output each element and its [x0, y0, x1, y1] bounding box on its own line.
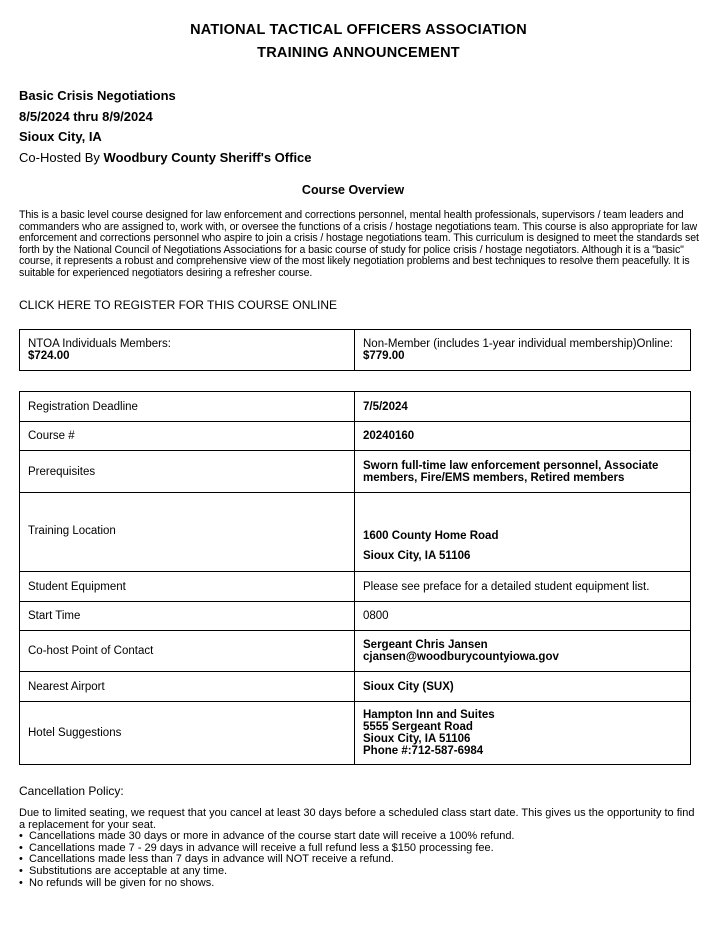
overview-text: This is a basic level course designed for law enforcement and corrections personnel, mental health professionals, supervisors / team leaders and commanders who are assigned to, work with, or oversee the functions of a crisis / hostage negotiations team. This course is also appropriate for law enforcement and corrections personnel who aspire to join a crisis / hostage negotiations team. This curriculum is designed to meet the standards set forth by the National Council of Negotiations Associations for a basic course of study for police crisis / hostage negotiators. Although it is a "basic" course, it represents a robust and comprehensive view of the most likely negotiation problems and best techniques to resolve them peacefully. It is suitable for experienced negotiators desiring a refresher course. — [19, 209, 699, 279]
org-title: NATIONAL TACTICAL OFFICERS ASSOCIATION — [190, 22, 527, 38]
nonmember-price-label: Non-Member (includes 1-year individual membership)Online: — [363, 338, 673, 350]
hotel-name: Hampton Inn and Suites — [363, 709, 495, 721]
cancellation-intro: Due to limited seating, we request that you cancel at least 30 days before a scheduled class start date. This gives us the opportunity to find a replacement for your seat. — [19, 807, 695, 831]
training-location-street: 1600 County Home Road — [363, 530, 499, 542]
register-link[interactable]: CLICK HERE TO REGISTER FOR THIS COURSE ONLINE — [19, 298, 338, 312]
list-item: • Cancellations made 7 - 29 days in advance will receive a full refund less a $150 processing fee. — [19, 843, 699, 855]
nearest-airport-label: Nearest Airport — [20, 672, 355, 702]
hotel-label: Hotel Suggestions — [20, 702, 355, 765]
cohost-prefix: Co-Hosted By — [19, 150, 104, 165]
member-price-label: NTOA Individuals Members: — [28, 338, 171, 350]
hotel-phone: Phone #:712-587-6984 — [363, 745, 484, 757]
nonmember-price-cell — [355, 330, 691, 371]
course-title: Basic Crisis Negotiations — [19, 88, 176, 103]
table-row — [20, 451, 691, 493]
training-location-city: Sioux City, IA 51106 — [363, 550, 471, 562]
cancellation-title: Cancellation Policy: — [19, 784, 124, 798]
table-row — [20, 702, 691, 765]
course-location: Sioux City, IA — [19, 129, 102, 144]
nonmember-price: $779.00 — [363, 350, 405, 362]
start-time-label: Start Time — [20, 602, 355, 631]
overview-title: Course Overview — [301, 183, 405, 197]
prerequisites-label: Prerequisites — [20, 451, 355, 493]
cohost-line — [19, 150, 312, 165]
table-row — [20, 631, 691, 672]
member-price-cell — [20, 330, 355, 371]
registration-deadline-label: Registration Deadline — [20, 392, 355, 422]
hotel-city: Sioux City, IA 51106 — [363, 733, 471, 745]
training-location-label: Training Location — [20, 493, 355, 572]
hotel-street: 5555 Sergeant Road — [363, 721, 473, 733]
member-price: $724.00 — [28, 350, 70, 362]
course-number-label: Course # — [20, 422, 355, 451]
list-item: • Cancellations made less than 7 days in advance will NOT receive a refund. — [19, 854, 699, 866]
table-row — [20, 572, 691, 602]
pricing-table — [19, 329, 691, 371]
course-dates: 8/5/2024 thru 8/9/2024 — [19, 109, 153, 124]
student-equipment-label: Student Equipment — [20, 572, 355, 602]
poc-email: cjansen@woodburycountyiowa.gov — [363, 651, 559, 663]
table-row — [20, 493, 691, 572]
poc-value — [355, 631, 691, 672]
table-row — [20, 392, 691, 422]
cancellation-list — [19, 831, 699, 889]
training-location-value — [355, 493, 691, 572]
prerequisites-value: Sworn full-time law enforcement personnel, Associate members, Fire/EMS members, Retired members — [355, 451, 691, 493]
table-row — [20, 672, 691, 702]
nearest-airport-value: Sioux City (SUX) — [355, 672, 691, 702]
cancellation-policy — [19, 808, 699, 889]
table-row — [20, 602, 691, 631]
list-item: • No refunds will be given for no shows. — [19, 878, 699, 890]
start-time-value: 0800 — [355, 602, 691, 631]
registration-deadline-value: 7/5/2024 — [355, 392, 691, 422]
announcement-title: TRAINING ANNOUNCEMENT — [257, 45, 460, 61]
course-number-value: 20240160 — [355, 422, 691, 451]
poc-name: Sergeant Chris Jansen — [363, 639, 488, 651]
course-details-table — [19, 391, 691, 765]
table-row — [20, 422, 691, 451]
student-equipment-value: Please see preface for a detailed student equipment list. — [355, 572, 691, 602]
cohost-name: Woodbury County Sheriff's Office — [103, 150, 312, 165]
poc-label: Co-host Point of Contact — [20, 631, 355, 672]
list-item: • Cancellations made 30 days or more in advance of the course start date will receive a 100% refund. — [19, 831, 699, 843]
list-item: • Substitutions are acceptable at any time. — [19, 866, 699, 878]
hotel-value — [355, 702, 691, 765]
